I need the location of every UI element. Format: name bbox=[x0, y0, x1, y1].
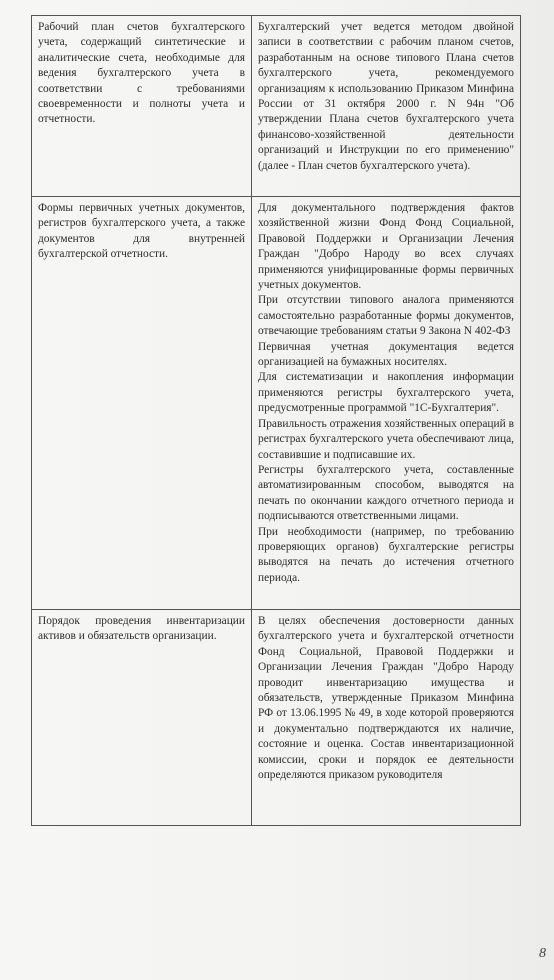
table-cell-left: Порядок проведения инвентаризации активов и обязательств организации. bbox=[32, 610, 252, 826]
paragraph: Для систематизации и накопления информации применяются регистры бухгалтерского учета, предусмотренные программой "1С-Бухгалтерия". bbox=[258, 371, 514, 415]
paragraph: Регистры бухгалтерского учета, составленные автоматизированным способом, выводятся на печать по окончании каждого отчетного периода и подписываются ответственными лицами. bbox=[258, 463, 514, 523]
table-cell-right bbox=[252, 16, 521, 197]
paragraph: Первичная учетная документация ведется организацией на бумажных носителях. bbox=[258, 340, 514, 369]
table-row bbox=[32, 197, 521, 610]
paragraph: Правильность отражения хозяйственных операций в регистрах бухгалтерского учета обеспечивают лица, составившие и подписавшие их. bbox=[258, 417, 514, 461]
paragraph: При отсутствии типового аналога применяются самостоятельно разработанные формы документов, отвечающие требованиям статьи 9 Закона N 402-ФЗ bbox=[258, 294, 514, 338]
table-row bbox=[32, 16, 521, 197]
paragraph: В целях обеспечения достоверности данных бухгалтерского учета и бухгалтерской отчетности Фонд Социальной, Правовой Поддержки и Организации Лечения Граждан "Добро Народу проводит инвентаризацию имущества и обязательств, утвержденные Приказом Минфина РФ от 13.06.1995 № 49, в ходе которой проверяются и документально подтверждаются их наличие, состояние и оценка. Состав инвентаризационной комиссии, сроки и порядок ее деятельности определяются приказом руководителя bbox=[258, 615, 514, 782]
paragraph: Бухгалтерский учет ведется методом двойной записи в соответствии с рабочим планом счетов, разработанным на основе типового Плана счетов бухгалтерского учета, рекомендуемого организациям к использованию Приказом Минфина России от 31 октября 2000 г. N 94н "Об утверждении Плана счетов бухгалтерского учета финансово-хозяйственной деятельности организаций и Инструкции по его применению" (далее - План счетов бухгалтерского учета). bbox=[258, 21, 514, 172]
table-cell-right bbox=[252, 197, 521, 610]
table-row bbox=[32, 610, 521, 826]
table-cell-right bbox=[252, 610, 521, 826]
paragraph: Для документального подтверждения фактов хозяйственной жизни Фонд Фонд Социальной, Правовой Поддержки и Организации Лечения Граждан "Добро Народу во всех случаях применяются унифицированные формы первичных учетных документов. bbox=[258, 202, 514, 292]
table-cell-left: Рабочий план счетов бухгалтерского учета, содержащий синтетические и аналитические счета, необходимые для ведения бухгалтерского учета в соответствии с требованиями своевременности и полноты учета и отчетности. bbox=[32, 16, 252, 197]
accounting-policy-table bbox=[31, 15, 521, 826]
page-number: 8 bbox=[539, 946, 546, 961]
table-cell-left: Формы первичных учетных документов, регистров бухгалтерского учета, а также документов для внутренней бухгалтерской отчетности. bbox=[32, 197, 252, 610]
paragraph: При необходимости (например, по требованию проверяющих органов) бухгалтерские регистры выводятся на печать до истечения отчетного периода. bbox=[258, 525, 514, 584]
